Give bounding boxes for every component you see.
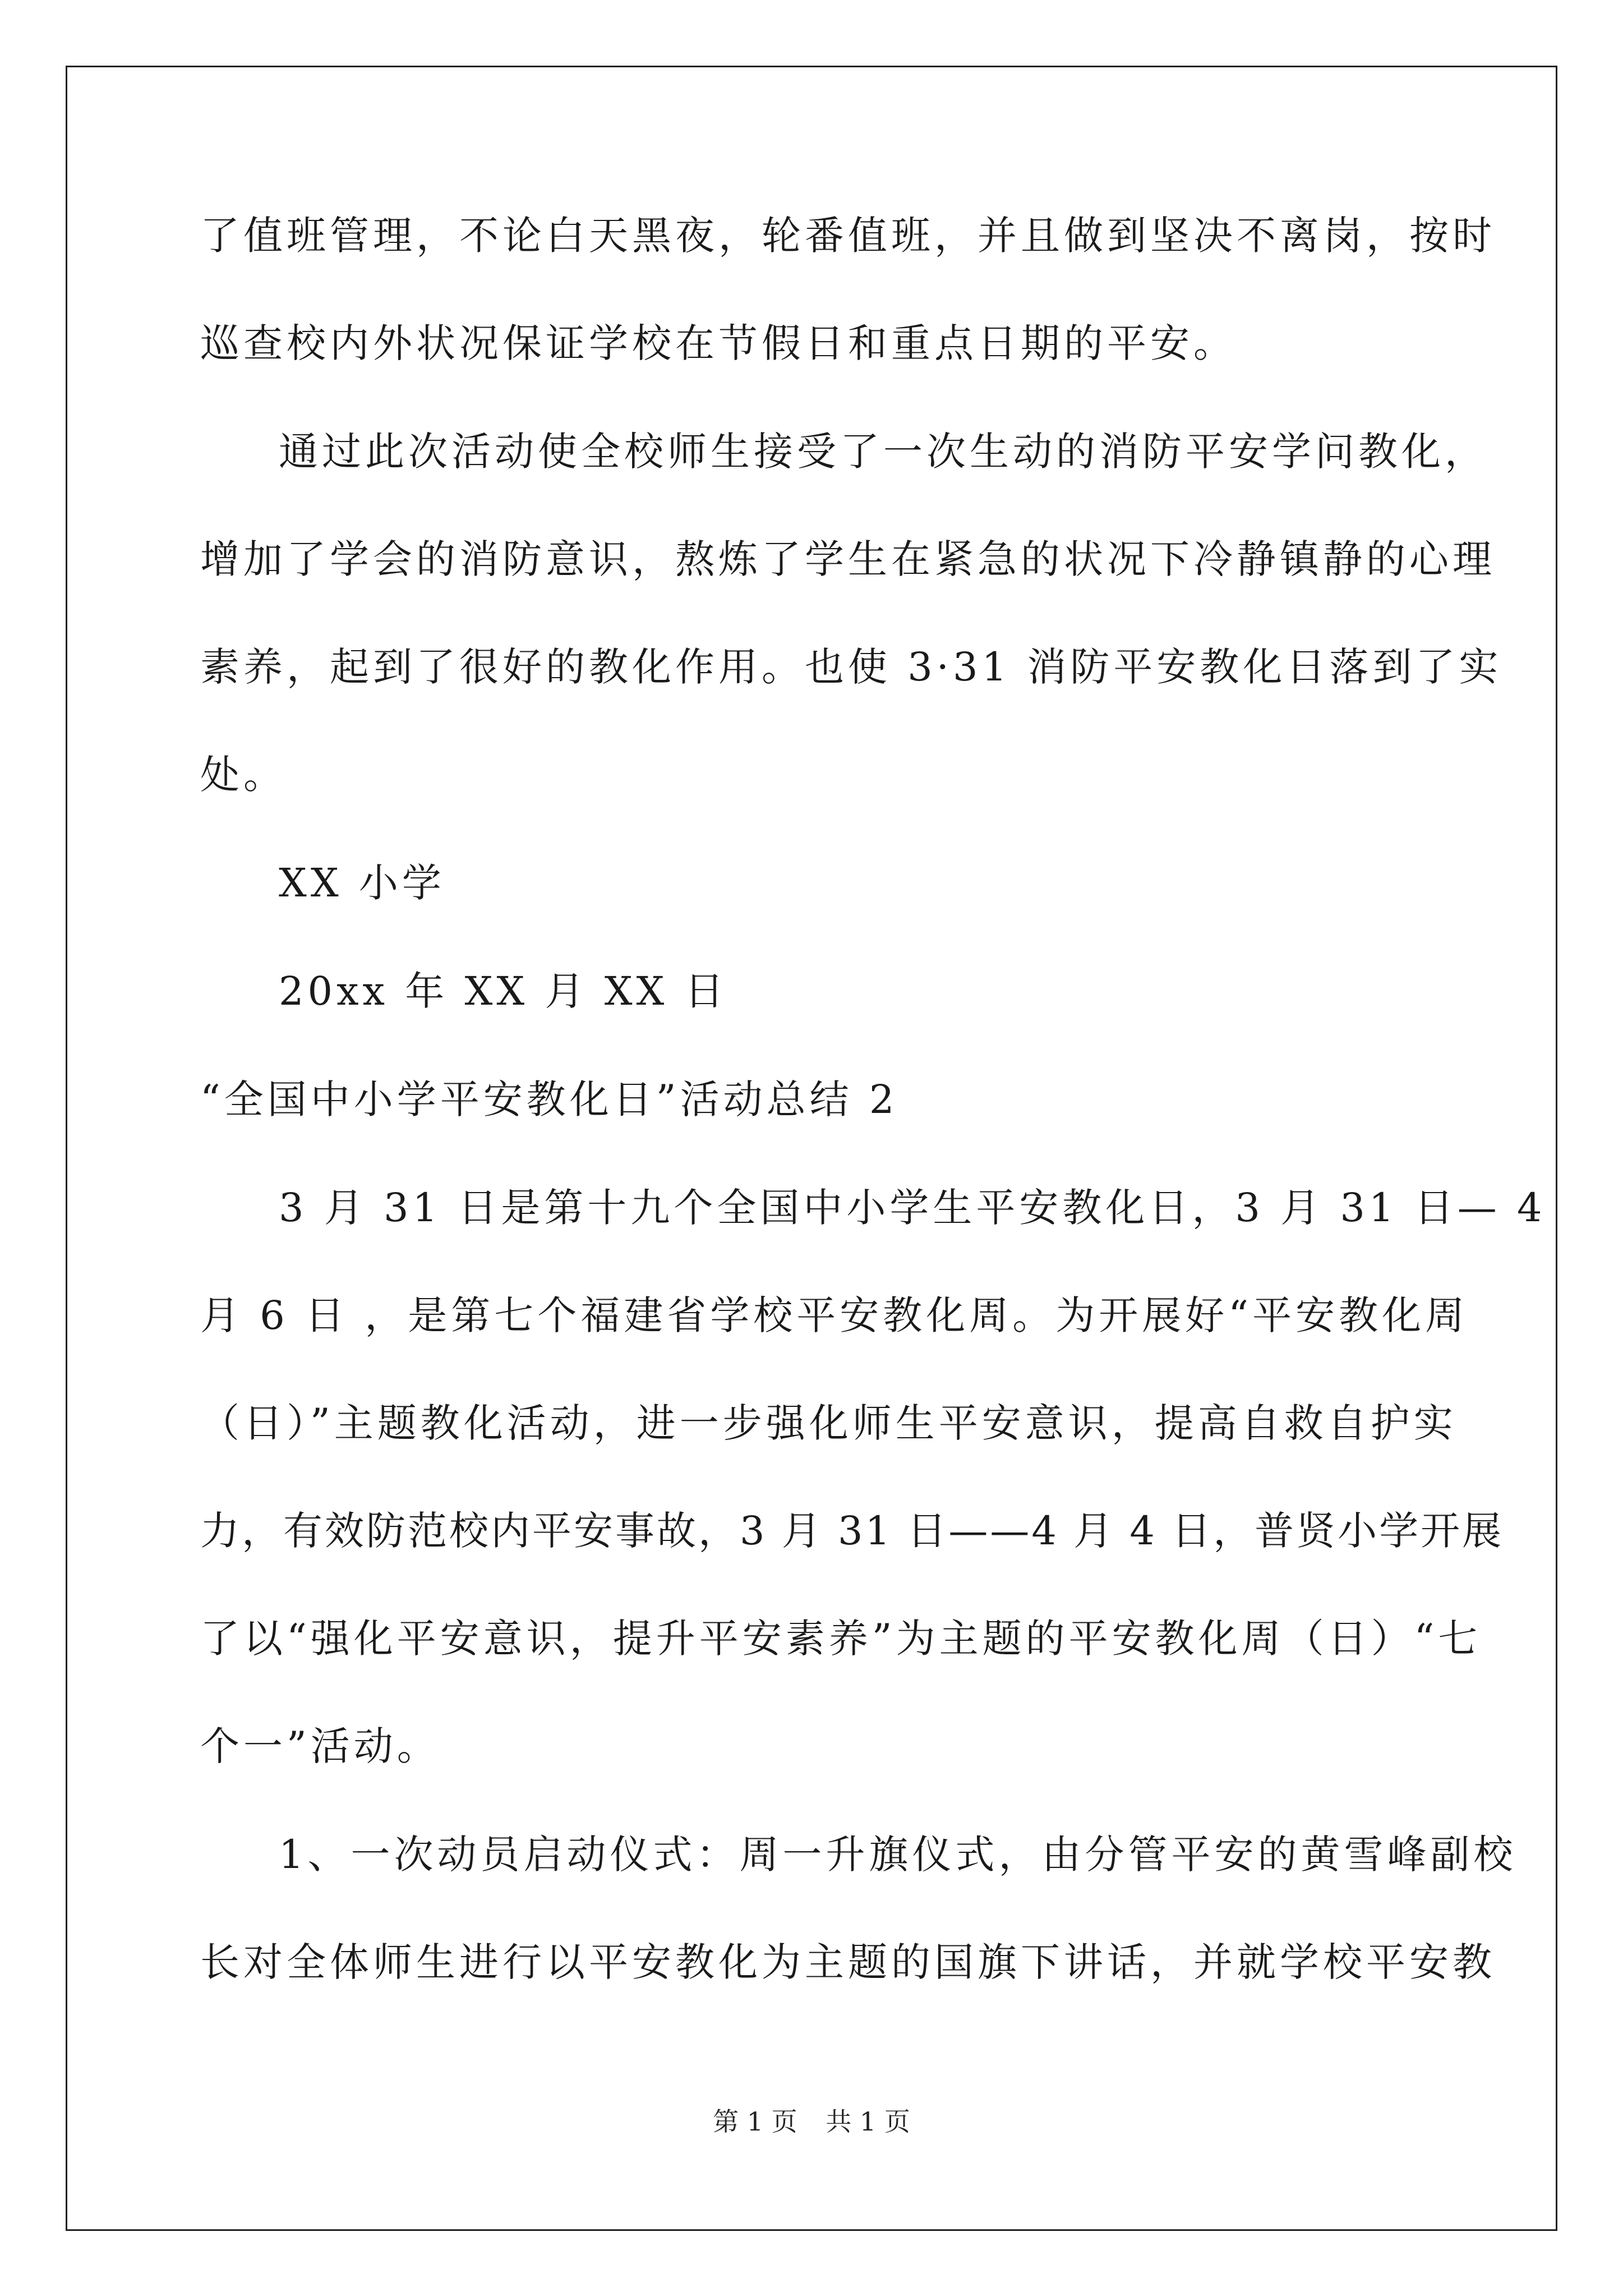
page-total: 共 1 页 <box>826 2106 910 2137</box>
document-body <box>200 209 1546 1989</box>
paragraph-line: （日）”主题教化活动，进一步强化师生平安意识，提高自救自护实 <box>200 1400 1457 1446</box>
paragraph-line: 素养，起到了很好的教化作用。也使 3·31 消防平安教化日落到了实 <box>200 644 1502 690</box>
paragraph-line: 个一”活动。 <box>200 1723 440 1769</box>
paragraph-line: 1、一次动员启动仪式：周一升旗仪式，由分管平安的黄雪峰副校 <box>279 1832 1517 1878</box>
paragraph-line: 了以“强化平安意识，提升平安素养”为主题的平安教化周（日）“七 <box>200 1616 1482 1662</box>
paragraph-line: 巡查校内外状况保证学校在节假日和重点日期的平安。 <box>200 320 1237 366</box>
paragraph-line: 通过此次活动使全校师生接受了一次生动的消防平安学问教化， <box>279 429 1488 475</box>
paragraph-line: 处。 <box>200 752 287 798</box>
page-footer <box>0 2105 1623 2138</box>
paragraph-line: 3 月 31 日是第十九个全国中小学生平安教化日，3 月 31 日— 4 <box>279 1185 1546 1231</box>
paragraph-line: 了值班管理，不论白天黑夜，轮番值班，并且做到坚决不离岗，按时 <box>200 213 1496 259</box>
paragraph-line: 力，有效防范校内平安事故，3 月 31 日——4 月 4 日，普贤小学开展 <box>200 1508 1504 1554</box>
paragraph-line: 长对全体师生进行以平安教化为主题的国旗下讲话，并就学校平安教 <box>200 1939 1496 1985</box>
page-number: 第 1 页 <box>713 2106 797 2137</box>
paragraph-line: 增加了学会的消防意识，熬炼了学生在紧急的状况下冷静镇静的心理 <box>200 536 1496 582</box>
section-title: “全国中小学平安教化日”活动总结 2 <box>200 1076 898 1122</box>
paragraph-line: 月 6 日 ，是第七个福建省学校平安教化周。为开展好“平安教化周 <box>200 1292 1469 1338</box>
signature-date: 20xx 年 XX 月 XX 日 <box>279 968 728 1014</box>
signature-school: XX 小学 <box>279 860 445 906</box>
